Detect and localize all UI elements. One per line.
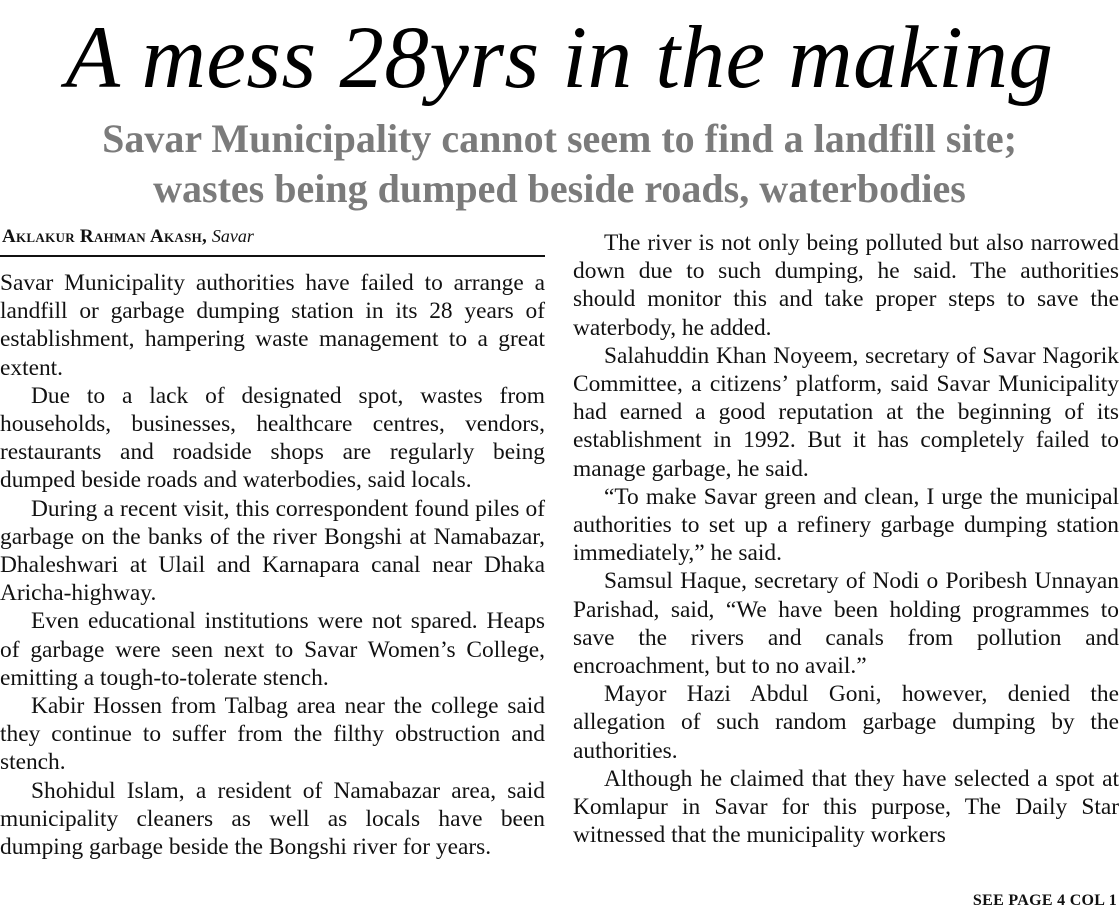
- article-column-1: [0, 269, 545, 861]
- byline-divider: [0, 255, 545, 257]
- article-paragraph: Even educational institutions were not spared. Heaps of garbage were seen next to Savar Women’s College, emitting a tough-to-tolerate stench.: [0, 608, 545, 691]
- article-paragraph: The river is not only being polluted but also narrowed down due to such dumping, he said. The authorities should monitor this and take proper steps to save the waterbody, he added.: [573, 230, 1119, 341]
- article-paragraph: Salahuddin Khan Noyeem, secretary of Savar Nagorik Committee, a citizens’ platform, said Savar Municipality had earned a good reputation at the beginning of its establishment in 1992. But it has completely failed to manage garbage, he said.: [573, 342, 1119, 482]
- subheadline: [0, 114, 1119, 214]
- article-paragraph: Mayor Hazi Abdul Goni, however, denied the allegation of such random garbage dumping by the authorities.: [573, 681, 1119, 764]
- article-paragraph: During a recent visit, this correspondent found piles of garbage on the banks of the river Bongshi at Namabazar, Dhaleshwari at Ulail and Karnapara canal near Dhaka Aricha-highway.: [0, 495, 545, 607]
- byline-location: Savar: [211, 226, 254, 246]
- article-paragraph: Savar Municipality authorities have failed to arrange a landfill or garbage dumping station in its 28 years of establishment, hampering waste management to a great extent.: [0, 270, 545, 381]
- article-paragraph: Kabir Hossen from Talbag area near the college said they continue to suffer from the filthy obstruction and stench.: [0, 693, 545, 776]
- article-paragraph: Due to a lack of designated spot, wastes from households, businesses, healthcare centres, vendors, restaurants and roadside shops are regularly being dumped beside roads and waterbodies, said locals.: [0, 382, 545, 494]
- byline-author: Aklakur Rahman Akash,: [2, 226, 208, 247]
- headline: A mess 28yrs in the making: [65, 9, 1054, 107]
- article-paragraph: Shohidul Islam, a resident of Namabazar area, said municipality cleaners as well as locals have been dumping garbage beside the Bongshi river for years.: [0, 777, 545, 861]
- article-paragraph: Samsul Haque, secretary of Nodi o Poribesh Unnayan Parishad, said, “We have been holding programmes to save the rivers and canals from pollution and encroachment, but to no avail.”: [573, 568, 1119, 680]
- article-paragraph: Although he claimed that they have selected a spot at Komlapur in Savar for this purpose, The Daily Star witnessed that the municipality workers: [573, 765, 1119, 849]
- byline: [2, 224, 254, 249]
- article-column-2: [573, 229, 1119, 849]
- article-paragraph: “To make Savar green and clean, I urge the municipal authorities to set up a refinery garbage dumping station immediately,” he said.: [573, 483, 1119, 567]
- subheadline-line: Savar Municipality cannot seem to find a landfill site;: [102, 116, 1017, 161]
- subheadline-line: wastes being dumped beside roads, waterbodies: [153, 166, 966, 211]
- continuation-jump-line: SEE PAGE 4 COL 1: [972, 892, 1117, 909]
